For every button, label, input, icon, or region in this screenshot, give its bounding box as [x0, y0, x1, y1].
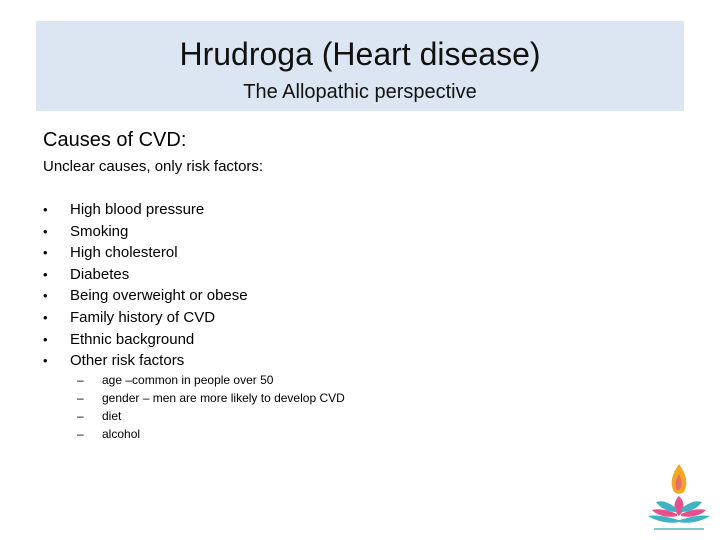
bullet-marker: • — [43, 223, 48, 239]
sub-list-item-text: age –common in people over 50 — [102, 373, 274, 387]
dash-marker: – — [77, 373, 84, 387]
bullet-marker: • — [43, 245, 48, 261]
sub-list-item-text: alcohol — [102, 427, 141, 441]
bullet-marker: • — [43, 331, 48, 347]
bullet-marker: • — [43, 288, 48, 304]
list-item-text: Ethnic background — [70, 330, 195, 348]
sub-list-item-text: diet — [102, 409, 122, 423]
dash-marker: – — [77, 427, 84, 441]
intro-text: Unclear causes, only risk factors: — [43, 158, 264, 175]
bullet-marker: • — [43, 266, 48, 282]
bullet-marker: • — [43, 309, 48, 325]
dash-marker: – — [77, 409, 84, 423]
bullet-marker: • — [43, 202, 48, 217]
list-item-text: Other risk factors — [70, 352, 185, 370]
list-item-text: Being overweight or obese — [70, 287, 248, 305]
section-heading: Causes of CVD: — [43, 129, 187, 151]
lotus-lamp-icon — [640, 462, 718, 538]
dash-marker: – — [77, 391, 84, 405]
list-item-text: Family history of CVD — [70, 308, 216, 326]
title-banner — [36, 21, 684, 111]
list-item-text: Diabetes — [70, 265, 130, 283]
sub-list-item-text: gender – men are more likely to develop CVD — [102, 391, 345, 405]
bullet-marker: • — [43, 353, 48, 369]
list-item-text: High blood pressure — [70, 201, 205, 218]
slide-subtitle: The Allopathic perspective — [243, 81, 477, 103]
list-item-text: High cholesterol — [70, 244, 178, 262]
slide-title: Hrudroga (Heart disease) — [179, 36, 541, 72]
list-item-text: Smoking — [70, 222, 129, 240]
